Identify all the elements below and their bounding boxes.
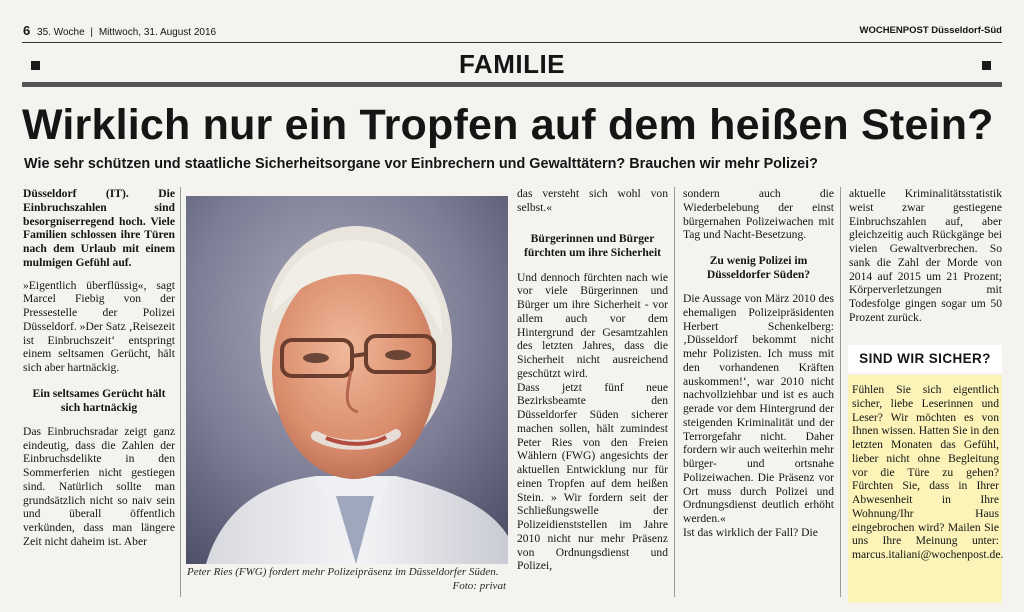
body-paragraph: »Eigentlich überflüssig«, sagt Marcel Fiebig von der Pressestelle der Polizei Düsseldorf. »Der Satz ‚Reisezeit ist Einbruchszeit‘ entspringt einem seltsamen Gerücht, hält sich aber hartnäckig.	[23, 278, 175, 374]
section-marker-left	[31, 61, 40, 70]
reader-question-box	[848, 345, 1002, 603]
body-paragraph: Ist das wirklich der Fall? Die	[683, 525, 818, 539]
section-marker-right	[982, 61, 991, 70]
body-paragraph: Die Aussage von März 2010 des ehemaligen Polizeipräsidenten Herbert Schenkelberg: ‚Düsseldorf bekommt nicht mehr Polizisten. Ich muss mit den vorhandenen Kräften auskommen!‘, war 2010 nicht nachvollziehbar und ist es auch gerade vor dem Hintergrund der steigenden Kriminalität und der Terrorgefahr nicht. Daher fordern wir auch weiterhin mehr bürger- und ortsnahe Polizeiwachen. Die Präsenz vor Ort muss durch Polizei und Ordnungsdienst deutlich erhöht werden.«	[683, 292, 834, 525]
body-paragraph: das versteht sich wohl von selbst.«	[517, 187, 668, 214]
portrait-photo	[186, 196, 508, 564]
publication-name: WOCHENPOST Düsseldorf-Süd	[859, 25, 1002, 36]
article-column-5	[849, 187, 1002, 325]
body-paragraph: Dass jetzt fünf neue Bezirksbeamte den Düsseldorfer Süden sicherer machen sollen, hält zumindest Peter Ries von den Freien Wählern (FWG) angesichts der aktuellen Entwicklung nur für einen Tropfen auf dem heißen Stein. » Wir fordern seit der Schließungswelle der Polizeidienststellen im Jahre 2010 nicht nur mehr Präsenz von Ordnungsdienst und Polizei,	[517, 380, 668, 573]
portrait-illustration	[186, 196, 508, 564]
column-divider	[840, 187, 841, 597]
issue-date: Mittwoch, 31. August 2016	[98, 27, 217, 38]
body-paragraph: Das Einbruchsradar zeigt ganz eindeutig, dass die Zahlen der Einbruchsdelikte in den Sommerferien nicht gestiegen sind. Natürlich sollte man grundsätzlich nicht so naiv sein und überall öffentlich verkünden, dass man längere Zeit nicht daheim ist. Aber	[23, 424, 175, 548]
subheadline: Wie sehr schützen und staatliche Sicherheitsorgane vor Einbrechern und Gewalttätern? Brauchen wir mehr Polizei?	[24, 156, 818, 172]
body-paragraph: Und dennoch fürchten nach wie vor viele Bürgerinnen und Bürger um ihre Sicherheit - vor allem auch vor dem Hintergrund der Gesamtzahlen des letzten Jahres, dass die Sicherheit nicht ausreichend geschützt wird.	[517, 270, 668, 380]
section-rule	[22, 82, 1002, 87]
article-column-4	[683, 187, 834, 540]
page-header	[23, 23, 1003, 39]
body-paragraph: aktuelle Kriminalitätsstatistik weist zwar gestiegene Einbruchszahlen auf, aber gleichzeitig auch Rückgänge bei vielen Gewaltverbrechen. So sank die Zahl der Morde von 2014 auf 2015 um 21 Prozent; Körperverletzungen mit Todesfolge gingen sogar um 50 Prozent zurück.	[849, 187, 1002, 324]
sidebox-title: SIND WIR SICHER?	[848, 345, 1002, 375]
subheading: Bürgerinnen und Bürger fürchten um ihre Sicherheit	[523, 231, 662, 259]
sidebox-text: Fühlen Sie sich eigentlich sicher, liebe Leserinnen und Leser? Wir möchten es von Ihnen wissen. Hatten Sie in den letzten Monaten das Gefühl, lieber nicht ohne Begleitung vor die Türe zu gehen? Fürchten Sie, dass in Ihrer Abwesenheit in Ihre Wohnung/Ihr Haus eingebrochen wird? Mailen Sie uns Ihre Meinung unter: marcus.italiani@wochenpost.de.	[852, 383, 1004, 561]
body-paragraph: sondern auch die Wiederbelebung der einst bürgernahen Polizeiwachen mit Tag und Nacht-Besetzung.	[683, 187, 834, 242]
page-number: 6	[23, 23, 31, 38]
column-divider	[180, 187, 181, 597]
lead-paragraph: Düsseldorf (IT). Die Einbruchszahlen sind besorgniserregend hoch. Viele Familien schlossen ihre Türen nach dem Urlaub mit einem mulmigen Gefühl auf.	[23, 187, 175, 269]
section-title: FAMILIE	[458, 49, 566, 79]
subheading: Zu wenig Polizei im Düsseldorfer Süden?	[706, 254, 811, 281]
article-column-1	[23, 187, 175, 549]
article-column-3	[517, 187, 668, 573]
header-separator: |	[90, 27, 94, 38]
photo-credit: Foto: privat	[452, 580, 506, 592]
week-label: 35. Woche	[37, 27, 85, 38]
headline: Wirklich nur ein Tropfen auf dem heißen Stein?	[22, 101, 994, 149]
header-rule	[22, 42, 1002, 43]
subheading: Ein seltsames Gerücht hält sich hartnäckig	[32, 386, 166, 414]
column-divider	[674, 187, 675, 597]
photo-caption: Peter Ries (FWG) fordert mehr Polizeipräsenz im Düsseldorfer Süden.	[187, 566, 499, 578]
